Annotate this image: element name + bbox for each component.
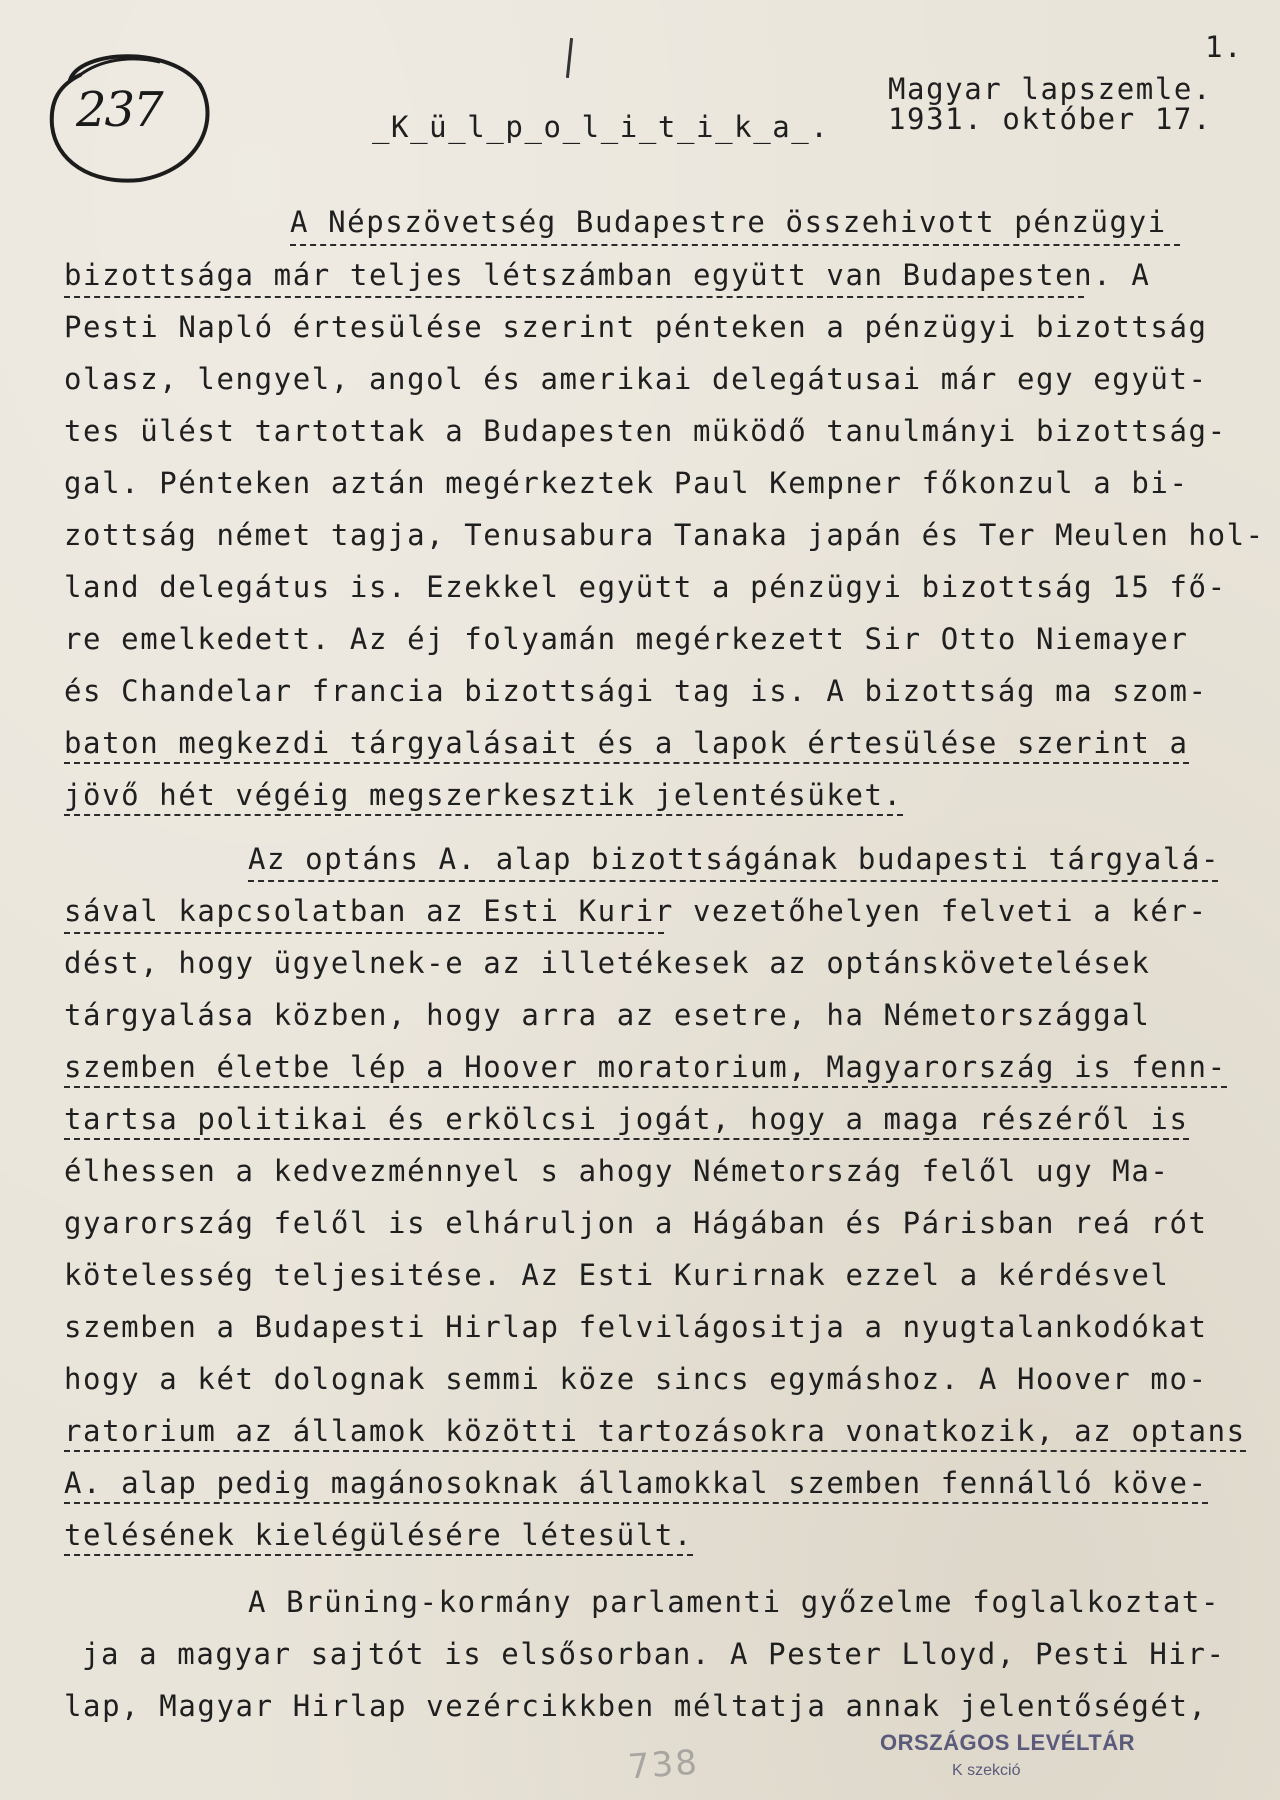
body-line: jövő hét végéig megszerkesztik jelentésüket. <box>64 778 903 816</box>
body-line: élhessen a kedvezménnyel s ahogy Németország felől ugy Ma- <box>64 1154 1170 1188</box>
body-line: re emelkedett. Az éj folyamán megérkezett Sir Otto Niemayer <box>64 622 1189 656</box>
body-line: tárgyalása közben, hogy arra az esetre, ha Németországgal <box>64 998 1151 1032</box>
source-title: Magyar lapszemle. <box>888 72 1213 106</box>
body-line: gyarország felől is elháruljon a Hágában és Párisban reá rót <box>64 1206 1208 1240</box>
underline <box>64 296 1084 298</box>
body-line: tes ülést tartottak a Budapesten müködő tanulmányi bizottság- <box>64 414 1227 448</box>
body-line: baton megkezdi tárgyalásait és a lapok értesülése szerint a <box>64 726 1189 764</box>
body-line: és Chandelar francia bizottsági tag is. A bizottság ma szom- <box>64 674 1208 708</box>
body-line: szemben a Budapesti Hirlap felvilágositja a nyugtalankodókat <box>64 1310 1208 1344</box>
body-line: olasz, lengyel, angol és amerikai delegátusai már egy együt- <box>64 362 1208 396</box>
body-line: A Népszövetség Budapestre összehivott pénzügyi <box>290 205 1167 239</box>
body-line: Pesti Napló értesülése szerint pénteken a pénzügyi bizottság <box>64 310 1208 344</box>
archive-stamp: ORSZÁGOS LEVÉLTÁR <box>880 1730 1135 1755</box>
body-line: sával kapcsolatban az Esti Kurir vezetőhelyen felveti a kér- <box>64 894 1208 928</box>
body-line: kötelesség teljesitése. Az Esti Kurirnak ezzel a kérdésvel <box>64 1258 1170 1292</box>
pencil-mark <box>566 38 573 78</box>
underline <box>64 932 664 934</box>
archive-stamp-sub: K szekció <box>952 1762 1021 1779</box>
body-line: bizottsága már teljes létszámban együtt van Budapesten. A <box>64 258 1151 292</box>
body-line: szemben életbe lép a Hoover moratorium, Magyarország is fenn- <box>64 1050 1227 1088</box>
page-number: 1. <box>1205 30 1244 64</box>
archive-number: 237 <box>76 82 162 138</box>
body-line: lap, Magyar Hirlap vezércikkben méltatja annak jelentőségét, <box>64 1689 1208 1723</box>
body-line: ja a magyar sajtót is elsősorban. A Pester Lloyd, Pesti Hir- <box>82 1637 1226 1671</box>
body-line: land delegátus is. Ezekkel együtt a pénzügyi bizottság 15 fő- <box>64 570 1227 604</box>
body-line: hogy a két dolognak semmi köze sincs egymáshoz. A Hoover mo- <box>64 1362 1208 1396</box>
body-line: ratorium az államok közötti tartozásokra vonatkozik, az optans <box>64 1414 1246 1452</box>
body-line: Az optáns A. alap bizottságának budapesti tárgyalá- <box>248 842 1221 876</box>
body-line: telésének kielégülésére létesült. <box>64 1518 693 1556</box>
body-line: dést, hogy ügyelnek-e az illetékesek az optánskövetelések <box>64 946 1151 980</box>
section-title: _K_ü_l_p_o_l_i_t_i_k_a_. <box>372 110 830 144</box>
body-line: zottság német tagja, Tenusabura Tanaka japán és Ter Meulen hol- <box>64 518 1265 552</box>
pencil-note: 738 <box>626 1742 701 1788</box>
body-line: gal. Pénteken aztán megérkeztek Paul Kempner főkonzul a bi- <box>64 466 1189 500</box>
document-date: 1931. október 17. <box>888 102 1213 136</box>
underline <box>290 244 1180 246</box>
body-line: A Brüning-kormány parlamenti győzelme foglalkoztat- <box>248 1585 1221 1619</box>
body-line: tartsa politikai és erkölcsi jogát, hogy a maga részéről is <box>64 1102 1189 1140</box>
underline <box>248 880 1218 882</box>
body-line: A. alap pedig magánosoknak államokkal szemben fennálló köve- <box>64 1466 1208 1504</box>
